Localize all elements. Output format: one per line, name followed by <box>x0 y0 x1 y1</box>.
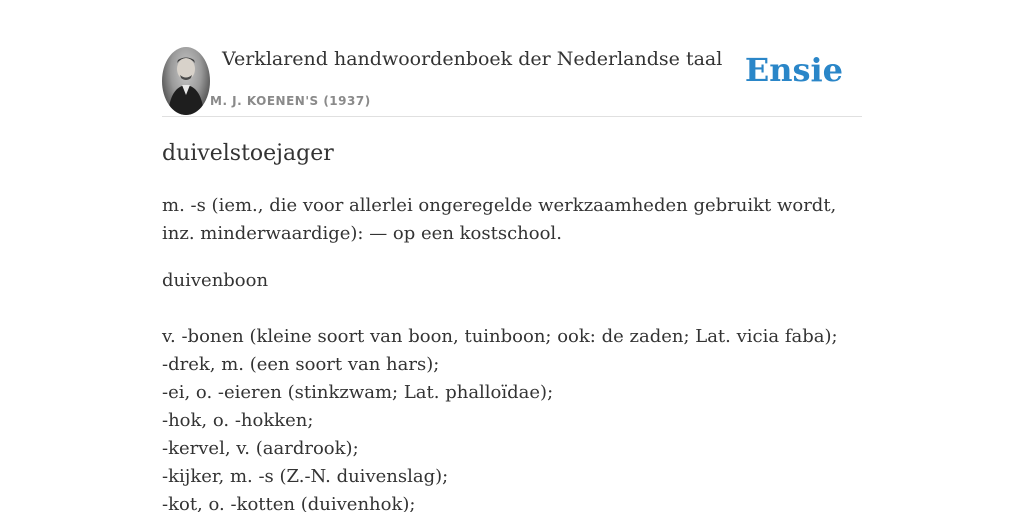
subentry-line: v. -bonen (kleine soort van boon, tuinboon; ook: de zaden; Lat. vicia faba); <box>162 326 838 347</box>
subentry-lines <box>162 323 862 512</box>
entry-definition: m. -s (iem., die voor allerlei ongeregelde werkzaamheden gebruikt wordt, inz. minderwaardige): — op een kostschool. <box>162 195 837 244</box>
ensie-logo-link[interactable]: Ensie <box>744 51 843 89</box>
subentry-line: -kot, o. -kotten (duivenhok); <box>162 494 416 512</box>
author-portrait-icon <box>162 47 210 115</box>
subentry-line: -ei, o. -eieren (stinkzwam; Lat. phalloïdae); <box>162 382 554 403</box>
subentry-line: -kijker, m. -s (Z.-N. duivenslag); <box>162 466 449 487</box>
entry-content <box>162 138 862 512</box>
subentry-line: -hok, o. -hokken; <box>162 410 314 431</box>
page-header <box>162 46 862 117</box>
entry-headword: duivelstoejager <box>162 141 334 166</box>
subentry-title: duivenboon <box>162 270 269 291</box>
book-title: Verklarend handwoordenboek der Nederlandse taal <box>222 48 723 70</box>
book-author: M. J. KOENEN'S (1937) <box>210 94 371 108</box>
subentry-line: -kervel, v. (aardrook); <box>162 438 359 459</box>
subentry-line: -drek, m. (een soort van hars); <box>162 354 440 375</box>
